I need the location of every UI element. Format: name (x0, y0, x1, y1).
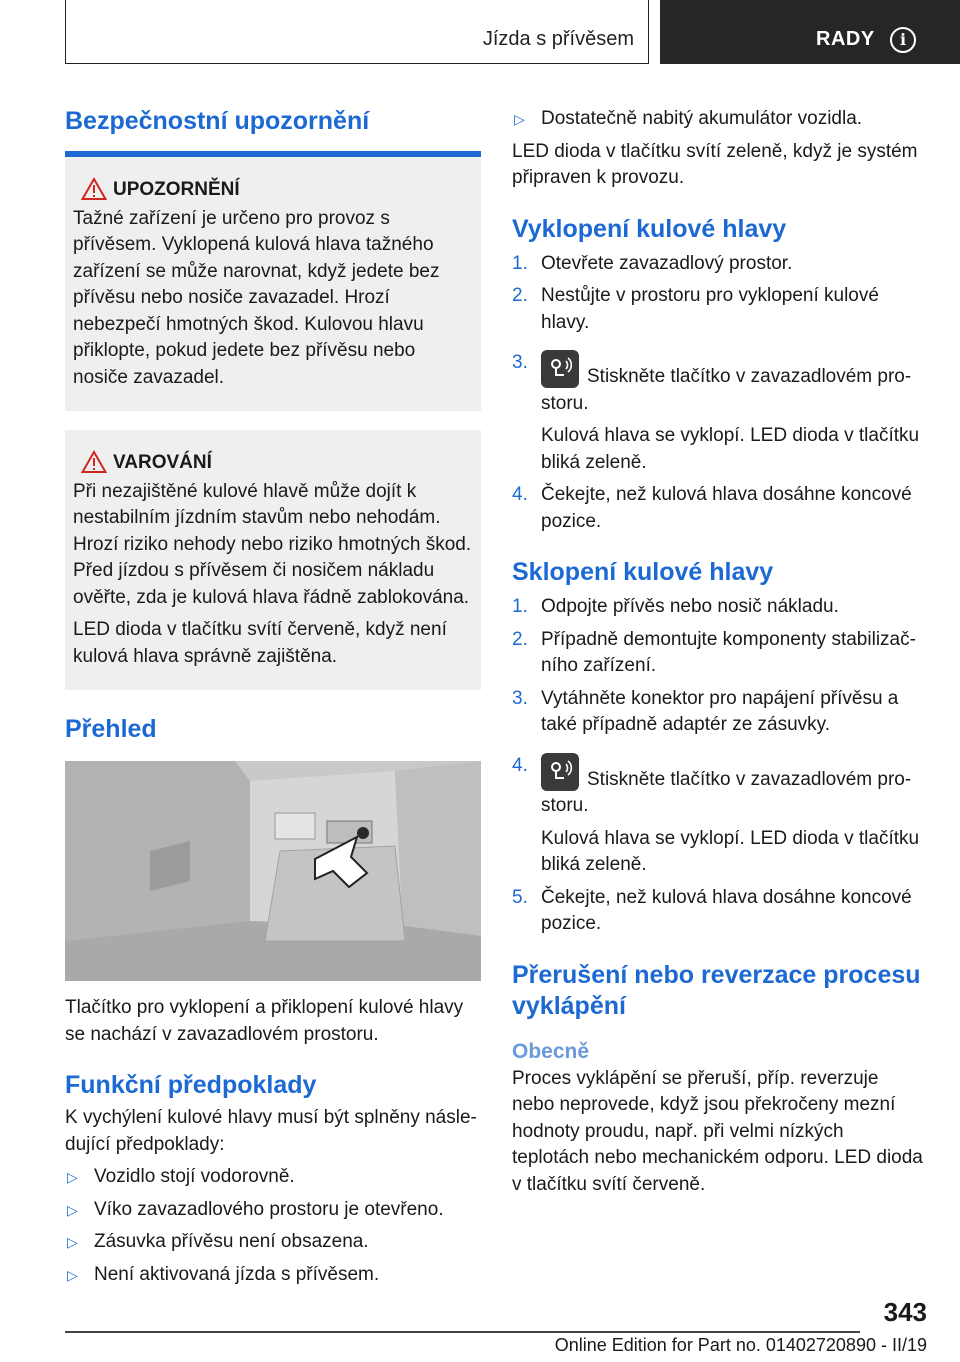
triangle-bullet-icon: ▷ (67, 1169, 78, 1185)
caution-box (65, 157, 481, 411)
page-number: 343 (883, 1297, 927, 1327)
edition-note: Online Edition for Part no. 01402720890 - II/19 (554, 1335, 927, 1355)
heading-retract: Sklopení kulové hlavy (512, 558, 774, 586)
left-column (65, 100, 481, 1294)
warning-heading (73, 450, 473, 477)
warning-text-2: LED dioda v tlačítku svítí červeně, když není kulová hlava správně zajištěna. (73, 619, 447, 667)
heading-overview: Přehled (65, 715, 157, 743)
triangle-bullet-icon: ▷ (67, 1201, 78, 1218)
step-result: Kulová hlava se vyklopí. LED dioda v tlačítku bliká zeleně. (541, 425, 920, 473)
warning-text-1: Při nezajištěné kulové hlavě může dojít k nestabilním jízdním stavům nebo nehodám. Hrozí riziko nehody nebo riziko hmotných škod. Před jízdou s přívěsem či nosičem nákladu ověřte, zda je kulová hlava řádně zablokována. (73, 480, 472, 608)
extend-step: 3. Stiskněte tlačítko v zavazadlovém prostoru. Kulová hlava se vyklopí. LED dioda v tlačítku bliká zeleně. (512, 350, 924, 476)
extend-step: 2. Nestůjte v prostoru pro vyklopení kulové hlavy. (512, 285, 879, 333)
extend-step: 4. Čekejte, než kulová hlava dosáhne koncové pozice. (512, 484, 912, 532)
prereq-item: ▷ Víko zavazadlového prostoru je otevřeno. (65, 1197, 481, 1224)
tow-hitch-button-icon (541, 350, 579, 388)
header-chapter-box (660, 0, 960, 64)
retract-step: 5. Čekejte, než kulová hlava dosáhne koncové pozice. (512, 886, 912, 934)
retract-step: 4. Stiskněte tlačítko v zavazadlovém prostoru. Kulová hlava se vyklopí. LED dioda v tlačítku bliká zeleně. (512, 753, 924, 879)
heading-interrupt: Přerušení nebo reverzace procesu vyklápění (512, 960, 921, 1020)
warning-box (65, 430, 481, 690)
trunk-illustration (65, 761, 481, 981)
header-section-title: Jízda s přívěsem (482, 28, 634, 50)
prereq-item: ▷ Vozidlo stojí vodorovně. (65, 1164, 481, 1191)
header-section-box (65, 0, 649, 64)
led-green-text: LED dioda v tlačítku svítí zeleně, když je systém připraven k provozu. (512, 140, 918, 188)
header-chapter-label: RADY (816, 28, 875, 50)
caution-heading (73, 177, 473, 204)
caution-text: Tažné zařízení je určeno pro provoz s přívěsem. Vyklopená kulová hlava tažného zařízení se může narovnat, když jedete bez přívěsu nebo nosiče zavazadel. Hrozí nebezpečí hmotných škod. Kulovou hlavu přiklopte, pokud jedete bez přívěsu nebo nosiče zavazadel. (73, 207, 440, 388)
photo-caption: Tlačítko pro vyklopení a přiklopení kulové hlavy se nachází v zavazadlovém prostoru. (65, 997, 464, 1045)
triangle-bullet-icon: ▷ (67, 1266, 78, 1283)
heading-general: Obecně (512, 1039, 590, 1063)
triangle-bullet-icon: ▷ (514, 111, 525, 127)
retract-step: 3. Vytáhněte konektor pro napájení přívěsu a také případně adaptér ze zásuvky. (512, 687, 899, 735)
prereq-intro: K vychýlení kulové hlavy musí být splněny následující předpoklady: (65, 1107, 477, 1155)
general-text: Proces vyklápění se přeruší, příp. reverzuje nebo neprovede, když jsou překročeny mezní hodnoty proudu, např. při velmi nízkých teplotách nebo mechanickém odporu. LED dioda v tlačítku svítí červeně. (512, 1067, 923, 1195)
caution-title: UPOZORNĚNÍ (113, 179, 240, 200)
info-icon[interactable]: i (890, 27, 916, 53)
step-result: Kulová hlava se vyklopí. LED dioda v tlačítku bliká zeleně. (541, 827, 920, 875)
heading-prerequisites: Funkční předpoklady (65, 1071, 317, 1099)
warning-title: VAROVÁNÍ (113, 452, 212, 473)
right-column (512, 100, 924, 1198)
prereq-item: ▷ Dostatečně nabitý akumulátor vozidla. (512, 106, 924, 133)
prereq-item: ▷ Není aktivovaná jízda s přívěsem. (65, 1262, 481, 1289)
trunk-photo (65, 761, 481, 981)
triangle-bullet-icon: ▷ (67, 1234, 78, 1250)
page-header (65, 0, 960, 64)
prereq-item: ▷ Zásuvka přívěsu není obsazena. (65, 1229, 481, 1256)
retract-step: 2. Případně demontujte komponenty stabilizačního zařízení. (512, 628, 916, 676)
separator (65, 411, 481, 430)
warning-triangle-icon (81, 177, 107, 201)
heading-extend: Vyklopení kulové hlavy (512, 214, 787, 243)
heading-safety: Bezpečnostní upozornění (65, 107, 370, 135)
extend-step: 1. Otevřete zavazadlový prostor. (512, 252, 793, 274)
footer-rule (65, 1331, 860, 1333)
retract-step: 1. Odpojte přívěs nebo nosič nákladu. (512, 596, 839, 617)
tow-hitch-button-icon (541, 753, 579, 791)
warning-triangle-icon (81, 450, 107, 474)
